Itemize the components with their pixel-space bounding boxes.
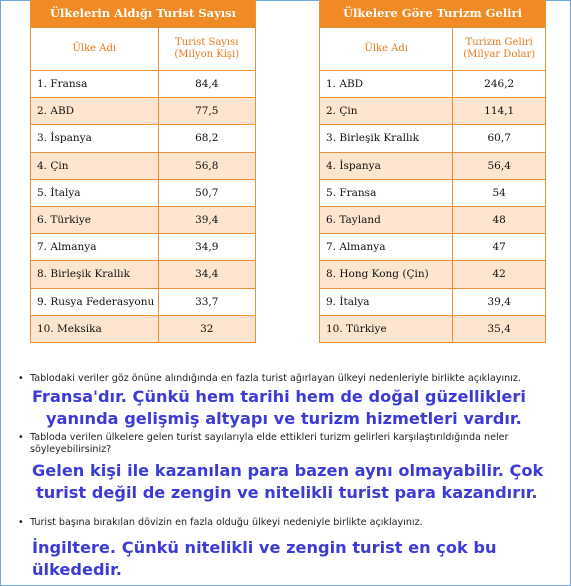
value-cell: 39,4 — [158, 206, 255, 233]
answer-1 — [32, 386, 526, 430]
value-cell: 48 — [453, 206, 546, 233]
table-row — [320, 206, 546, 233]
bullet: • — [18, 373, 24, 384]
country-cell: 4. İspanya — [320, 152, 453, 179]
question-2 — [18, 432, 508, 443]
question-1 — [18, 373, 521, 384]
table-row — [320, 315, 546, 342]
table-row — [31, 315, 256, 342]
country-cell: 8. Birleşik Krallık — [31, 261, 159, 288]
country-cell: 3. Birleşik Krallık — [320, 125, 453, 152]
value-cell: 114,1 — [453, 98, 546, 125]
country-cell: 1. ABD — [320, 71, 453, 98]
answer-line: Gelen kişi ile kazanılan para bazen aynı olmayabilir. Çok — [32, 461, 544, 480]
country-cell: 1. Fransa — [31, 71, 159, 98]
table-row — [320, 152, 546, 179]
table-row — [320, 179, 546, 206]
table-row — [31, 261, 256, 288]
answer-line: Fransa'dır. Çünkü hem tarihi hem de doğal güzellikleri — [32, 387, 526, 406]
tourist-col-country: Ülke Adı — [31, 28, 159, 71]
question-text: Tablodaki veriler göz önüne alındığında en fazla turist ağırlayan ülkeyi nedenleriyle birlikte açıklayınız. — [30, 373, 521, 384]
country-cell: 10. Türkiye — [320, 315, 453, 342]
income-col-value-line1: Turizm Geliri — [465, 36, 533, 48]
table-row — [31, 71, 256, 98]
question-text: söyleyebilirsiniz? — [30, 444, 112, 455]
tourist-col-value-line1: Turist Sayısı — [175, 36, 239, 48]
value-cell: 84,4 — [158, 71, 255, 98]
value-cell: 54 — [453, 179, 546, 206]
question-2-continued — [30, 444, 111, 455]
answer-line: turist değil de zengin ve nitelikli turist para kazandırır. — [36, 483, 538, 502]
table-row — [320, 288, 546, 315]
country-cell: 5. İtalya — [31, 179, 159, 206]
country-cell: 4. Çin — [31, 152, 159, 179]
value-cell: 33,7 — [158, 288, 255, 315]
country-cell: 2. ABD — [31, 98, 159, 125]
answer-3 — [32, 537, 497, 581]
country-cell: 2. Çin — [320, 98, 453, 125]
value-cell: 35,4 — [453, 315, 546, 342]
value-cell: 56,4 — [453, 152, 546, 179]
table-row — [31, 206, 256, 233]
value-cell: 246,2 — [453, 71, 546, 98]
answer-line: ülkededir. — [32, 560, 122, 579]
value-cell: 77,5 — [158, 98, 255, 125]
country-cell: 3. İspanya — [31, 125, 159, 152]
country-cell: 9. İtalya — [320, 288, 453, 315]
bullet: • — [18, 517, 24, 528]
country-cell: 9. Rusya Federasyonu — [31, 288, 159, 315]
tourist-col-value — [158, 28, 255, 71]
income-col-country: Ülke Adı — [320, 28, 453, 71]
table-row — [320, 98, 546, 125]
value-cell: 56,8 — [158, 152, 255, 179]
tourist-col-value-line2: (Milyon Kişi) — [174, 49, 240, 60]
value-cell: 47 — [453, 234, 546, 261]
value-cell: 68,2 — [158, 125, 255, 152]
question-text: Tabloda verilen ülkelere gelen turist sayılarıyla elde ettikleri turizm gelirleri karşılaştırıldığında neler — [30, 432, 509, 443]
bullet: • — [18, 432, 24, 443]
table-row — [320, 234, 546, 261]
country-cell: 7. Almanya — [320, 234, 453, 261]
value-cell: 32 — [158, 315, 255, 342]
value-cell: 60,7 — [453, 125, 546, 152]
table-row — [31, 98, 256, 125]
table-row — [320, 125, 546, 152]
table-row — [320, 261, 546, 288]
question-text: Turist başına bırakılan dövizin en fazla olduğu ülkeyi nedeniyle birlikte açıklayınız. — [30, 517, 423, 528]
country-cell: 10. Meksika — [31, 315, 159, 342]
value-cell: 42 — [453, 261, 546, 288]
value-cell: 34,9 — [158, 234, 255, 261]
value-cell: 34,4 — [158, 261, 255, 288]
table-row — [320, 71, 546, 98]
country-cell: 5. Fransa — [320, 179, 453, 206]
value-cell: 39,4 — [453, 288, 546, 315]
country-cell: 8. Hong Kong (Çin) — [320, 261, 453, 288]
country-cell: 6. Tayland — [320, 206, 453, 233]
answer-2 — [32, 460, 543, 504]
table-row — [31, 152, 256, 179]
question-3 — [18, 517, 423, 528]
table-row — [31, 288, 256, 315]
table-row — [31, 125, 256, 152]
answer-line: İngiltere. Çünkü nitelikli ve zengin turist en çok bu — [32, 538, 497, 557]
country-cell: 6. Türkiye — [31, 206, 159, 233]
value-cell: 50,7 — [158, 179, 255, 206]
tourist-count-table — [30, 0, 256, 343]
answer-line: yanında gelişmiş altyapı ve turizm hizmetleri vardır. — [46, 409, 522, 428]
tourist-table-title: Ülkelerin Aldığı Turist Sayısı — [31, 0, 256, 28]
income-col-value — [453, 28, 546, 71]
tourism-income-table — [319, 0, 546, 343]
income-table-title: Ülkelere Göre Turizm Geliri — [320, 0, 546, 28]
country-cell: 7. Almanya — [31, 234, 159, 261]
table-row — [31, 234, 256, 261]
table-row — [31, 179, 256, 206]
income-col-value-line2: (Milyar Dolar) — [463, 49, 536, 60]
